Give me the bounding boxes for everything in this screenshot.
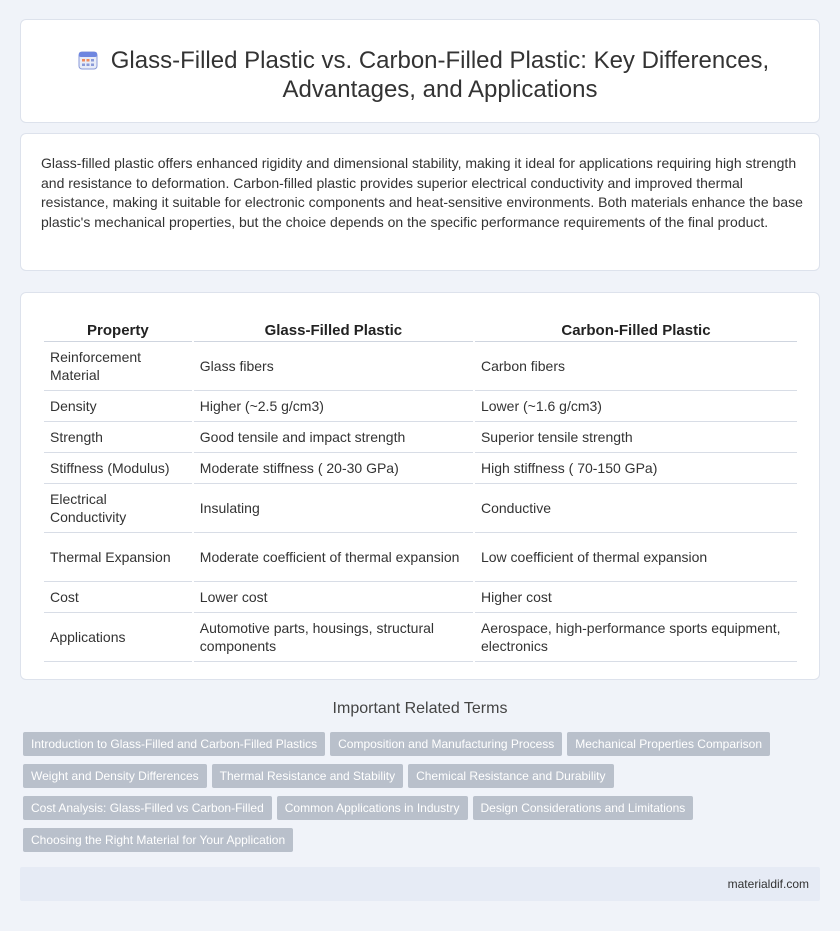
property-cell: Reinforcement Material [44, 342, 192, 391]
related-term-tag[interactable]: Weight and Density Differences [23, 764, 207, 788]
table-row [44, 613, 797, 662]
table-row [44, 582, 797, 613]
glass-cell: Moderate coefficient of thermal expansion [194, 533, 473, 582]
page-title: Glass-Filled Plastic vs. Carbon-Filled Plastic: Key Differences, Advantages, and Applications [110, 47, 770, 103]
property-cell: Electrical Conductivity [44, 484, 192, 533]
carbon-cell: High stiffness ( 70-150 GPa) [475, 453, 797, 484]
intro-paragraph: Glass-filled plastic offers enhanced rigidity and dimensional stability, making it ideal for applications requiring high strength and resistance to deformation. Carbon-filled plastic provides superior electrical conductivity and improved thermal resistance, making it suitable for electronic components and heat-sensitive environments. Both materials enhance the base plastic's mechanical properties, but the choice depends on the specific performance requirements of the final product. [41, 155, 803, 230]
property-cell: Cost [44, 582, 192, 613]
carbon-cell: Conductive [475, 484, 797, 533]
table-row [44, 391, 797, 422]
carbon-cell: Higher cost [475, 582, 797, 613]
footer-site-link[interactable]: materialdif.com [727, 877, 809, 891]
related-term-tag[interactable]: Choosing the Right Material for Your Application [23, 828, 293, 852]
related-term-tag[interactable]: Composition and Manufacturing Process [330, 732, 562, 756]
comparison-table [42, 313, 799, 662]
property-cell: Density [44, 391, 192, 422]
glass-cell: Insulating [194, 484, 473, 533]
intro-card [20, 133, 820, 271]
glass-cell: Lower cost [194, 582, 473, 613]
related-term-tag[interactable]: Design Considerations and Limitations [473, 796, 694, 820]
glass-cell: Glass fibers [194, 342, 473, 391]
related-term-tag[interactable]: Common Applications in Industry [277, 796, 468, 820]
related-terms-heading: Important Related Terms [332, 700, 508, 717]
carbon-cell: Lower (~1.6 g/cm3) [475, 391, 797, 422]
table-row [44, 342, 797, 391]
carbon-cell: Superior tensile strength [475, 422, 797, 453]
related-terms-list [23, 732, 803, 860]
related-term-tag[interactable]: Introduction to Glass-Filled and Carbon-Filled Plastics [23, 732, 325, 756]
comparison-table-card [20, 292, 820, 680]
property-cell: Strength [44, 422, 192, 453]
table-header-row [44, 313, 797, 342]
footer [20, 867, 820, 901]
related-term-tag[interactable]: Cost Analysis: Glass-Filled vs Carbon-Filled [23, 796, 272, 820]
tag-row [23, 764, 803, 796]
carbon-cell: Aerospace, high-performance sports equipment, electronics [475, 613, 797, 662]
title-card [20, 19, 820, 123]
property-cell: Thermal Expansion [44, 533, 192, 582]
header-glass: Glass-Filled Plastic [194, 313, 473, 342]
title-wrap [21, 46, 819, 104]
glass-cell: Higher (~2.5 g/cm3) [194, 391, 473, 422]
glass-cell: Moderate stiffness ( 20-30 GPa) [194, 453, 473, 484]
tag-row [23, 732, 803, 764]
glass-cell: Automotive parts, housings, structural components [194, 613, 473, 662]
table-row [44, 484, 797, 533]
related-term-tag[interactable]: Mechanical Properties Comparison [567, 732, 770, 756]
related-term-tag[interactable]: Thermal Resistance and Stability [212, 764, 403, 788]
header-carbon: Carbon-Filled Plastic [475, 313, 797, 342]
carbon-cell: Low coefficient of thermal expansion [475, 533, 797, 582]
calendar-icon [77, 49, 99, 71]
property-cell: Stiffness (Modulus) [44, 453, 192, 484]
glass-cell: Good tensile and impact strength [194, 422, 473, 453]
carbon-cell: Carbon fibers [475, 342, 797, 391]
property-cell: Applications [44, 613, 192, 662]
table-row [44, 422, 797, 453]
table-row [44, 453, 797, 484]
tag-row [23, 828, 803, 860]
related-term-tag[interactable]: Chemical Resistance and Durability [408, 764, 613, 788]
tag-row [23, 796, 803, 828]
table-row [44, 533, 797, 582]
header-property: Property [44, 313, 192, 342]
